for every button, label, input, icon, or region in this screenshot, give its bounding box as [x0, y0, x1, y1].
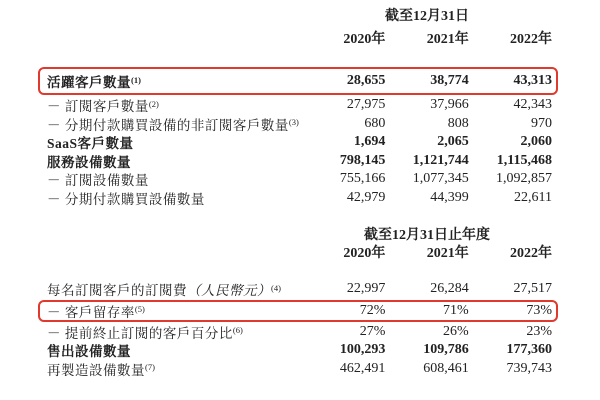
metric-rows [47, 66, 552, 207]
period-header: 截至12月31日 [385, 9, 469, 24]
metric-row [47, 133, 552, 152]
year-header-row [47, 30, 552, 50]
metric-label [47, 279, 302, 299]
footnote-marker: (7) [145, 362, 155, 373]
metric-label-text: 活躍客戶數量 [47, 75, 131, 90]
metric-label-note: （人民幣元） [187, 283, 271, 299]
metric-value: 23% [526, 323, 552, 339]
metric-label [47, 132, 302, 152]
metric-label [47, 71, 302, 91]
metric-value: 42,979 [346, 189, 386, 205]
metric-value: 1,092,857 [496, 171, 552, 187]
metric-value: 100,293 [339, 342, 386, 358]
year-header: 2020年 [343, 246, 386, 261]
metric-value: 44,399 [430, 189, 469, 205]
metric-value: 808 [447, 115, 469, 131]
metric-row [47, 170, 552, 189]
footnote-marker: (3) [288, 117, 299, 128]
metric-label-text: － 客戶留存率 [47, 304, 135, 320]
operating-metrics-table-1 [47, 8, 552, 207]
metric-value: 2,065 [437, 134, 469, 150]
metric-value: 38,774 [430, 73, 469, 88]
year-header: 2021年 [426, 246, 469, 261]
metric-label-text: － 訂閱設備數量 [47, 173, 149, 189]
metric-label [47, 359, 302, 379]
metric-row [47, 323, 552, 342]
metric-value: 1,115,468 [496, 152, 552, 168]
metric-row [47, 341, 552, 360]
metric-label [47, 114, 302, 134]
metric-value: 970 [531, 115, 552, 131]
metric-row [47, 280, 552, 299]
year-header-row [47, 245, 552, 263]
metric-row [47, 299, 552, 323]
metric-label [47, 340, 302, 360]
year-header: 2022年 [510, 32, 552, 47]
metric-value: 755,166 [339, 171, 386, 187]
metric-label [47, 322, 302, 342]
metric-value: 177,360 [506, 342, 552, 358]
metric-value: 798,145 [339, 152, 386, 168]
metric-value: 1,694 [353, 134, 386, 150]
metric-value: 1,121,744 [412, 152, 469, 168]
footnote-marker: (5) [134, 304, 145, 314]
metric-value: 43,313 [513, 73, 552, 88]
year-header-spacer [47, 245, 302, 263]
metric-label-text: － 分期付款購買設備數量 [47, 191, 205, 207]
year-header: 2022年 [510, 246, 552, 261]
footnote-marker: (6) [232, 325, 243, 336]
metric-value: 71% [443, 302, 469, 318]
year-header: 2020年 [343, 32, 386, 47]
metric-value: 27,517 [513, 281, 552, 297]
metric-value: 73% [526, 302, 552, 318]
metric-value: 27% [359, 323, 386, 339]
metric-rows [47, 280, 552, 378]
metric-row [47, 152, 552, 171]
metric-value: 26% [443, 323, 469, 339]
metric-label-text: 再製造設備數量 [47, 362, 145, 378]
metric-value: 739,743 [506, 360, 552, 376]
metric-label-text: － 訂閱客戶數量 [47, 99, 149, 115]
metric-value: 42,343 [513, 97, 552, 113]
metric-value: 22,611 [514, 189, 552, 205]
metric-label-text: 售出設備數量 [47, 344, 131, 360]
year-header-spacer [47, 30, 302, 50]
metric-label-text: SaaS客戶數量 [47, 136, 134, 152]
metric-value: 109,786 [423, 342, 469, 358]
metric-label [47, 169, 302, 189]
metric-row [47, 66, 552, 96]
metric-label-text: － 提前終止訂閱的客戶百分比 [47, 325, 233, 341]
metric-row [47, 360, 552, 379]
metric-value: 462,491 [339, 360, 386, 376]
footnote-marker: (4) [271, 282, 281, 293]
metric-label-text: 服務設備數量 [47, 154, 131, 170]
operating-metrics-table-2 [47, 227, 552, 378]
metric-label-text: － 分期付款購買設備的非訂閱客戶數量 [47, 117, 289, 133]
footnote-marker: (2) [148, 98, 159, 109]
metric-label [47, 95, 302, 115]
period-header: 截至12月31日止年度 [364, 228, 490, 243]
metric-value: 28,655 [346, 73, 386, 88]
metric-value: 27,975 [346, 97, 386, 113]
metric-row [47, 96, 552, 115]
metric-value: 26,284 [430, 281, 469, 297]
metric-value: 37,966 [430, 97, 469, 113]
footnote-marker: (1) [131, 74, 141, 85]
metric-row [47, 189, 552, 208]
metric-label-text: 每名訂閱客戶的訂閱費 [47, 283, 187, 299]
metric-value: 22,997 [346, 281, 386, 297]
metric-value: 72% [359, 302, 386, 318]
metric-value: 1,077,345 [412, 171, 469, 187]
metric-label [47, 301, 302, 321]
metric-label [47, 151, 302, 171]
metric-value: 680 [364, 115, 386, 131]
metric-value: 608,461 [423, 360, 469, 376]
year-header: 2021年 [426, 32, 469, 47]
metric-value: 2,060 [520, 134, 552, 150]
metric-label [47, 188, 302, 208]
metric-row [47, 115, 552, 134]
